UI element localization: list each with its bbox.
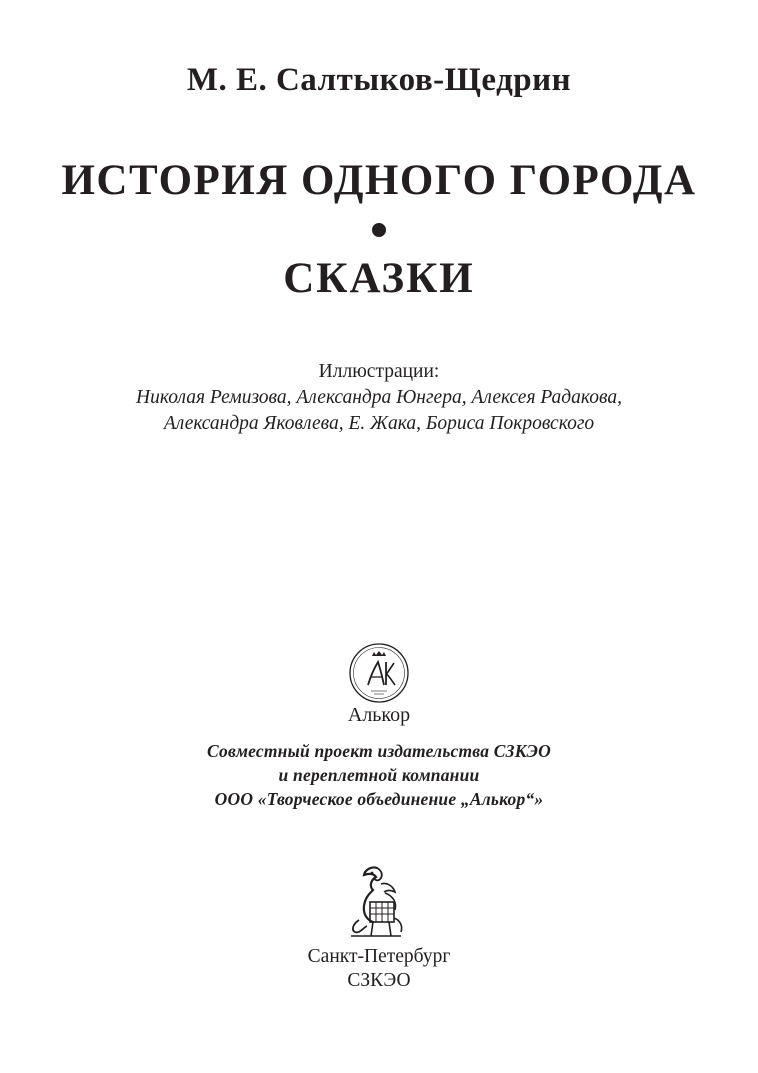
imprint-press: СЗКЭО [347,970,411,991]
alkor-monogram-logo-icon [347,641,411,705]
imprint-city: Санкт-Петербург [307,946,451,967]
illustrators-line: Александра Яковлева, Е. Жака, Бориса Покровского [163,413,595,434]
dragon-emblem-icon [343,862,409,942]
book-title: ИСТОРИЯ ОДНОГО ГОРОДА [61,157,697,204]
illustrations-label: Иллюстрации: [318,361,440,382]
joint-project-line: ООО «Творческое объединение „Алькор“» [214,789,544,809]
title-separator-bullet [372,223,386,237]
publisher-name: Алькор [347,704,411,726]
illustrators-line: Николая Ремизова, Александра Юнгера, Алексея Радакова, [135,387,622,408]
author-name: М. Е. Салтыков-Щедрин [186,62,572,98]
joint-project-line: и переплетной компании [278,765,480,785]
book-subtitle: СКАЗКИ [283,255,475,302]
joint-project-line: Совместный проект издательства СЗКЭО [207,741,551,761]
